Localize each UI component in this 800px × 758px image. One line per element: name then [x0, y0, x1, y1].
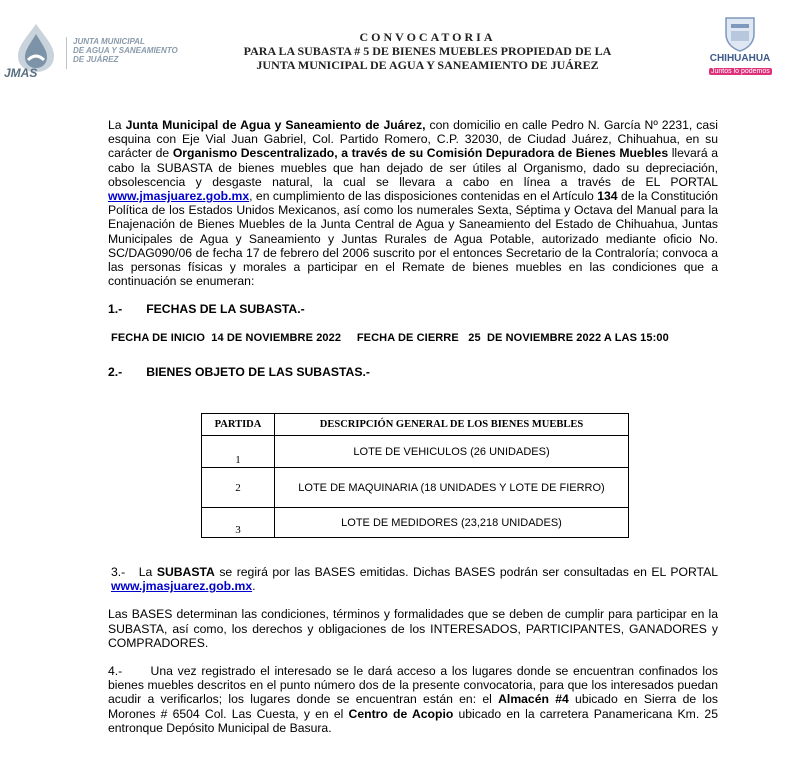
jmas-logo-text	[66, 37, 178, 69]
table-row	[202, 436, 629, 468]
subasta-dates: FECHA DE INICIO 14 DE NOVIEMBRE 2022 FECHA DE CIERRE 25 DE NOVIEMBRE 2022 A LAS 15:00	[111, 331, 669, 344]
paragraph-text: ubicado en la carretera Panamericana Km. 25 entronque Depósito Municipal de Basura.	[108, 706, 718, 735]
intro-text: llevará a cabo la SUBASTA de bienes muebles que han dejado de ser útiles al Organismo, dado su depreciación, obsolescencia y desgaste natural, la cual se llevara a cabo en línea a través de EL PORTAL	[108, 146, 719, 189]
table-cell-descripcion: LOTE DE MEDIDORES (23,218 UNIDADES)	[275, 508, 629, 538]
paragraph-bold-text: SUBASTA	[156, 565, 215, 579]
intro-bold-text: Organismo Descentralizado, a través de su Comisión Depuradora de Bienes Muebles	[172, 146, 669, 161]
section-1-heading	[108, 302, 718, 316]
chihuahua-logo	[700, 16, 780, 86]
table-row	[202, 508, 629, 538]
intro-text: La	[108, 118, 126, 132]
shield-icon	[724, 16, 756, 52]
chihuahua-tagline: Juntos lo podemos	[711, 68, 770, 75]
section-number: 1.-	[108, 302, 123, 317]
logo-text-line: DE JUÁREZ	[73, 55, 119, 64]
document-body	[108, 118, 718, 379]
page-header	[0, 0, 800, 90]
column-header: PARTIDA	[202, 414, 275, 436]
paragraph-text: La	[125, 565, 157, 579]
bases-paragraph: Las BASES determinan las condiciones, términos y formalidades que se deben de cumplir para participar en la SUBASTA, así como, los derechos y obligaciones de los INTERESADOS, PARTICIPANTES, GANADORES y COMPRADORES.	[108, 607, 718, 650]
intro-text: con domicilio en calle Pedro N. García Nº 2231, casi esquina con Eje Vial Juan Gabriel, Col. Partido Romero, C.P. 32030, de Ciudad Juárez, Chihuahua, en su carácter de	[108, 118, 718, 161]
chihuahua-wordmark: CHIHUAHUA	[709, 53, 771, 64]
intro-bold-text: Junta Municipal de Agua y Saneamiento de Juárez,	[125, 118, 426, 132]
portal-link[interactable]: www.jmasjuarez.gob.mx	[108, 189, 250, 204]
intro-text: , en cumplimiento de las disposiciones contenidas en el Artículo	[249, 189, 598, 204]
table-cell-partida: 1	[202, 436, 275, 468]
document-title	[200, 30, 655, 72]
paragraph-text: .	[252, 579, 256, 594]
paragraph-text: Una vez registrado el interesado se le dará acceso a los lugares donde se encuentran confinados los bienes muebles descritos en el punto número dos de la presente convocatoria, para que los interesados puedan acudir a verificarlos; los lugares donde se encuentran están en: el	[108, 664, 722, 707]
table-row	[202, 468, 629, 508]
paragraph-bold-text: Centro de Acopio	[348, 706, 454, 721]
logo-text-line: DE AGUA Y SANEAMIENTO	[73, 46, 178, 55]
table-cell-partida: 2	[202, 468, 275, 508]
bases-section	[108, 565, 722, 735]
intro-text: de la Constitución Política de los Estados Unidos Mexicanos, así como los numerales Sexta, Séptima y Octava del Manual para la Enajenación de Bienes Muebles de la Junta Central de Agua y Saneamiento del Estado de Chihuahua, Juntas Municipales de Agua y Saneamiento y Juntas Rurales de Agua Potable, autorizado mediante oficio No. SC/DAG090/06 de fecha 17 de febrero del 2006 suscrito por el entonces Secretario de la Contraloría; convoca a las personas físicas y morales a participar en el Remate de bienes muebles en las condiciones que a continuación se enumeran:	[108, 189, 718, 289]
section-2-heading	[108, 365, 718, 379]
intro-paragraph	[108, 118, 718, 288]
table-header-row	[202, 414, 629, 436]
paragraph-text: se regirá por las BASES emitidas. Dichas BASES podrán ser consultadas en EL PORTAL	[214, 565, 718, 579]
paragraph-number: 3.-	[111, 565, 126, 579]
portal-link[interactable]: www.jmasjuarez.gob.mx	[111, 579, 253, 594]
title-line-1: CONVOCATORIA	[359, 30, 496, 44]
paragraph-text: ubicado en Sierra de los Morones # 6504 Col. Las Cuesta, y en el	[108, 692, 719, 721]
table-cell-descripcion: LOTE DE VEHICULOS (26 UNIDADES)	[275, 436, 629, 468]
paragraph-4	[108, 664, 722, 735]
section-title: FECHAS DE LA SUBASTA.-	[146, 302, 305, 317]
section-number: 2.-	[108, 364, 123, 379]
title-line-3: JUNTA MUNICIPAL DE AGUA Y SANEAMIENTO DE JUÁREZ	[256, 58, 599, 72]
column-header: DESCRIPCIÓN GENERAL DE LOS BIENES MUEBLES	[275, 414, 629, 436]
table-cell-descripcion: LOTE DE MAQUINARIA (18 UNIDADES Y LOTE DE FIERRO)	[275, 468, 629, 508]
paragraph-bold-text: Almacén #4	[498, 692, 569, 707]
bienes-table	[201, 413, 629, 538]
paragraph-3	[111, 565, 718, 593]
table-cell-partida: 3	[202, 508, 275, 538]
section-title: BIENES OBJETO DE LAS SUBASTAS.-	[146, 364, 370, 379]
title-line-2: PARA LA SUBASTA # 5 DE BIENES MUEBLES PROPIEDAD DE LA	[243, 44, 612, 58]
logo-text-line: JUNTA MUNICIPAL	[73, 37, 145, 46]
intro-bold-text: 134	[597, 189, 618, 204]
paragraph-number: 4.-	[108, 664, 123, 679]
jmas-wordmark: JMAS	[4, 66, 38, 80]
